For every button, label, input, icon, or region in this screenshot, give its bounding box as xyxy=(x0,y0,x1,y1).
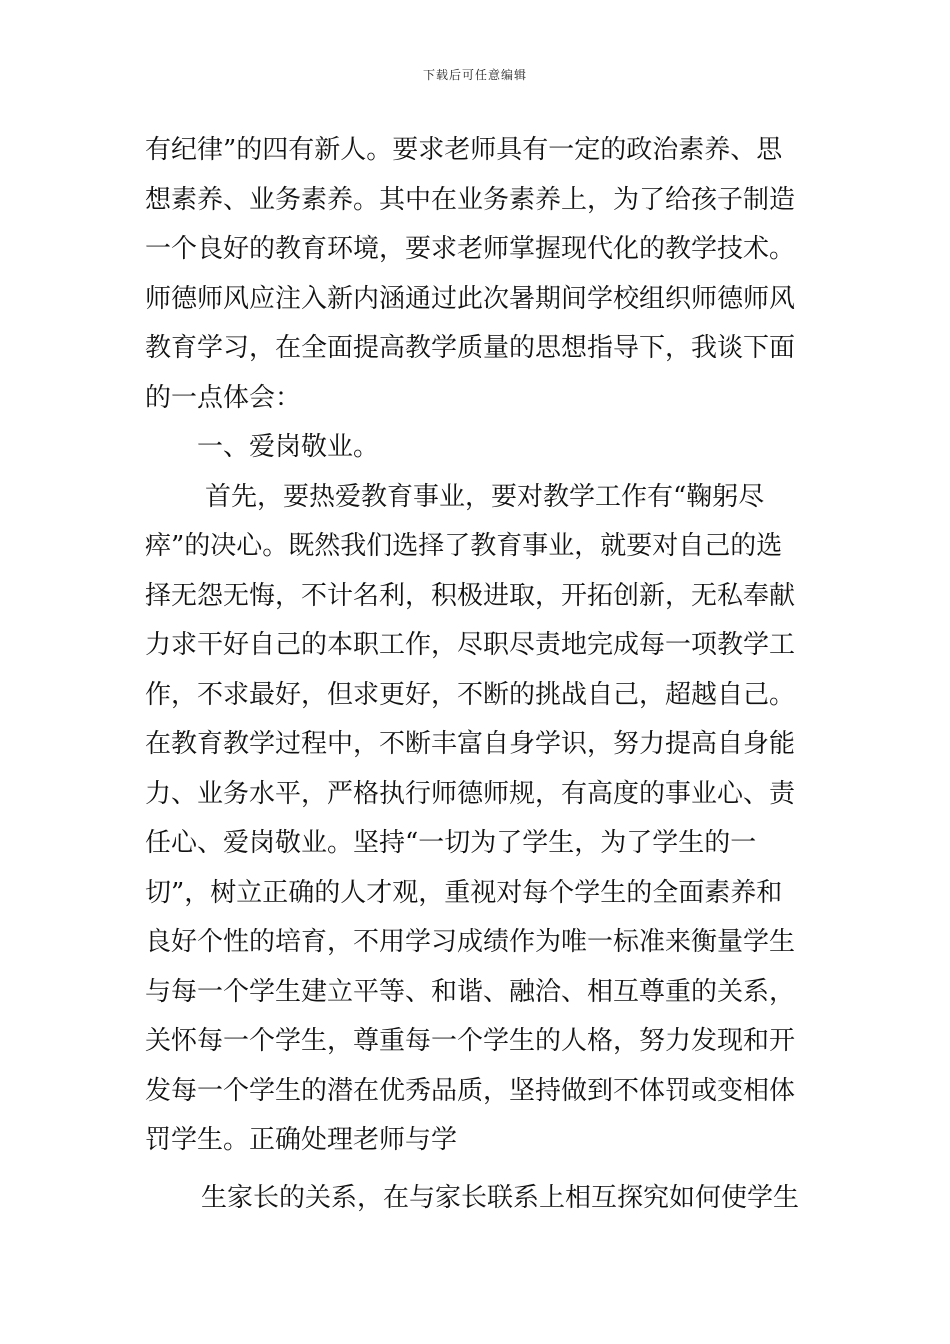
text-line: 生家长的关系，在与家长联系上相互探究如何使学生 xyxy=(201,1182,800,1213)
text-line: 力、业务水平，严格执行师德师规，有高度的事业心、责 xyxy=(145,778,796,809)
text-line: 师德师风应注入新内涵通过此次暑期间学校组织师德师风 xyxy=(145,283,796,314)
text-line: 有纪律”的四有新人。要求老师具有一定的政治素养、思 xyxy=(145,135,783,165)
text-line: 的一点体会： xyxy=(145,382,302,413)
text-line: 与每一个学生建立平等、和谐、融洽、相互尊重的关系， xyxy=(145,976,796,1007)
text-line: 发每一个学生的潜在优秀品质，坚持做到不体罚或变相体 xyxy=(145,1075,796,1106)
text-line: 首先，要热爱教育事业，要对教学工作有“鞠躬尽 xyxy=(205,481,765,512)
text-line: 力求干好自己的本职工作，尽职尽责地完成每一项教学工 xyxy=(145,630,796,660)
text-line: 择无怨无悔，不计名利，积极进取，开拓创新，无私奉献 xyxy=(145,580,796,611)
text-line: 任心、爱岗敬业。坚持“一切为了学生，为了学生的一 xyxy=(145,828,757,858)
text-line: 作，不求最好，但求更好，不断的挑战自己，超越自己。 xyxy=(145,679,796,710)
text-line: 罚学生。正确处理老师与学 xyxy=(145,1125,458,1155)
text-line: 一个良好的教育环境，要求老师掌握现代化的教学技术。 xyxy=(145,234,796,264)
section-heading: 一、爱岗敬业。 xyxy=(197,432,380,462)
page-break-gap xyxy=(145,1166,815,1174)
text-line: 在教育教学过程中，不断丰富自身学识，努力提高自身能 xyxy=(145,729,796,759)
text-line: 关怀每一个学生，尊重每一个学生的人格，努力发现和开 xyxy=(145,1026,796,1056)
text-line: 良好个性的培育，不用学习成绩作为唯一标准来衡量学生 xyxy=(145,927,796,957)
document-body xyxy=(145,126,815,1223)
text-line: 想素养、业务素养。其中在业务素养上，为了给孩子制造 xyxy=(145,184,796,215)
text-line: 瘁”的决心。既然我们选择了教育事业，就要对自己的选 xyxy=(145,531,783,561)
text-line: 教育学习，在全面提高教学质量的思想指导下，我谈下面 xyxy=(145,333,796,363)
text-line: 切”，树立正确的人才观，重视对每个学生的全面素养和 xyxy=(145,877,783,908)
page-header-note: 下载后可任意编辑 xyxy=(422,68,527,82)
